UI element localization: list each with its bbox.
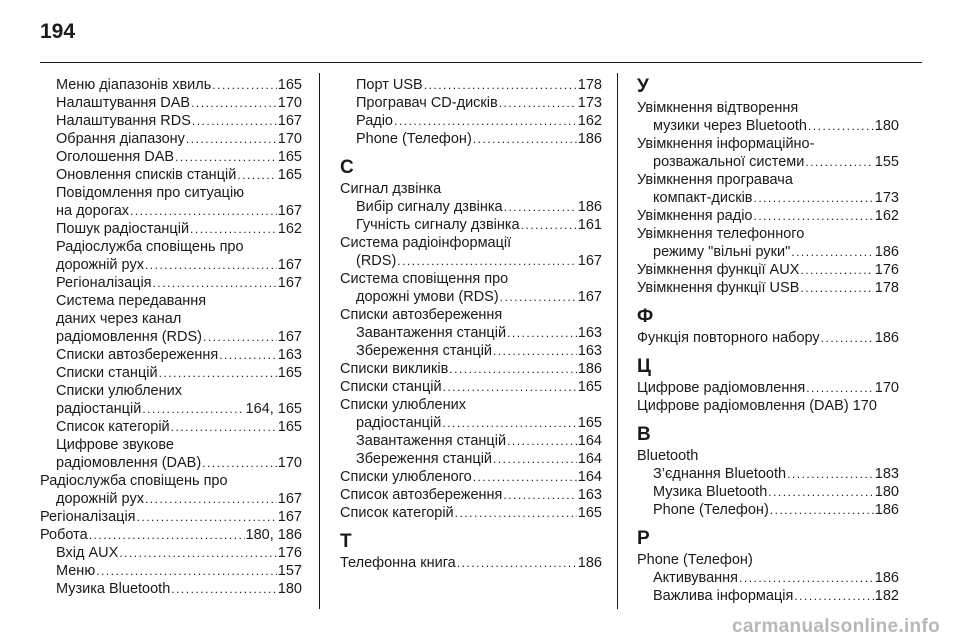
index-entry-term: Порт USB xyxy=(356,77,423,93)
index-entry xyxy=(340,486,602,504)
index-entry xyxy=(40,202,302,220)
page-number: 194 xyxy=(40,20,76,43)
index-entry-term: Налаштування RDS xyxy=(56,113,191,129)
index-entry-page: 170 xyxy=(277,95,302,111)
index-entry xyxy=(637,279,899,297)
index-entry-page: 164 xyxy=(577,469,602,485)
dot-leader xyxy=(186,130,277,148)
index-entry-page: 178 xyxy=(577,77,602,93)
dot-leader xyxy=(507,324,577,342)
index-entry-page: 165 xyxy=(277,419,302,435)
index-entry-page: 155 xyxy=(874,154,899,170)
index-entry-page: 165 xyxy=(277,149,302,165)
dot-leader xyxy=(808,117,874,135)
index-entry-page: 178 xyxy=(874,280,899,296)
index-entry-term: Збереження станцій xyxy=(356,343,493,359)
index-entry-term: Списки станцій xyxy=(56,365,158,381)
index-entry-page: 170 xyxy=(277,131,302,147)
index-entry-page: 186 xyxy=(577,199,602,215)
index-entry-term: Phone (Телефон) xyxy=(653,502,769,518)
index-entry xyxy=(637,153,899,171)
dot-leader xyxy=(449,360,577,378)
index-entry-term: Увімкнення радіо xyxy=(637,208,753,224)
index-entry-term: Увімкнення відтворення xyxy=(637,100,799,116)
index-entry-page: 165 xyxy=(277,365,302,381)
index-entry xyxy=(637,117,899,135)
index-entry-term: Важлива інформація xyxy=(653,588,794,604)
dot-leader xyxy=(787,465,874,483)
index-entry-page: 167 xyxy=(277,329,302,345)
index-entry-page: 176 xyxy=(277,545,302,561)
index-entry-term: Робота xyxy=(40,527,88,543)
index-entry xyxy=(40,166,302,184)
index-entry xyxy=(637,569,899,587)
index-entry-term: Вхід AUX xyxy=(56,545,119,561)
index-entry-page: 164, 165 xyxy=(245,401,302,417)
index-entry-term: (RDS) xyxy=(356,253,397,269)
column-divider-2 xyxy=(617,73,618,609)
dot-leader xyxy=(159,364,277,382)
index-entry-term: Оголошення DAB xyxy=(56,149,175,165)
dot-leader xyxy=(493,450,577,468)
index-entry-term: Phone (Телефон) xyxy=(637,552,753,568)
index-entry-term: Вибір сигналу дзвінка xyxy=(356,199,503,215)
index-entry-page: 167 xyxy=(277,491,302,507)
index-entry xyxy=(340,198,602,216)
dot-leader xyxy=(503,486,576,504)
index-entry-page: 163 xyxy=(277,347,302,363)
index-entry-page: 186 xyxy=(577,555,602,571)
index-entry-page: 173 xyxy=(577,95,602,111)
index-entry xyxy=(637,207,899,225)
index-entry-page: 164 xyxy=(577,433,602,449)
dot-leader xyxy=(212,76,277,94)
dot-leader xyxy=(805,153,873,171)
dot-leader xyxy=(397,252,577,270)
dot-leader xyxy=(794,587,873,605)
index-entry-term: Увімкнення функції AUX xyxy=(637,262,800,278)
dot-leader xyxy=(202,454,277,472)
index-entry xyxy=(40,418,302,436)
index-entry-term: Цифрове радіомовлення (DAB) 170 xyxy=(637,398,877,414)
dot-leader xyxy=(457,554,577,572)
index-column-3 xyxy=(637,76,899,605)
dot-leader xyxy=(443,378,577,396)
dot-leader xyxy=(190,220,277,238)
index-entry xyxy=(340,468,602,486)
index-entry-page: 167 xyxy=(277,113,302,129)
dot-leader xyxy=(145,256,277,274)
index-entry-page: 170 xyxy=(277,455,302,471)
index-entry-term: Активування xyxy=(653,570,739,586)
index-entry xyxy=(340,554,602,572)
index-entry-page: 163 xyxy=(577,487,602,503)
dot-leader xyxy=(500,288,577,306)
index-entry xyxy=(340,252,602,270)
index-entry-term: Радіослужба сповіщень про xyxy=(40,473,228,489)
index-column-2 xyxy=(340,76,602,572)
index-entry-page: 163 xyxy=(577,325,602,341)
index-entry-page: 167 xyxy=(277,203,302,219)
index-entry xyxy=(340,342,602,360)
index-entry xyxy=(340,288,602,306)
index-entry-term: Завантаження станцій xyxy=(356,433,507,449)
index-entry xyxy=(340,216,602,234)
index-entry-term: Телефонна книга xyxy=(340,555,456,571)
dot-leader xyxy=(237,166,276,184)
index-entry-term: Радіослужба сповіщень про xyxy=(56,239,244,255)
index-entry-term: Увімкнення телефонного xyxy=(637,226,805,242)
index-entry-term: Гучність сигналу дзвінка xyxy=(356,217,520,233)
dot-leader xyxy=(455,504,577,522)
index-entry-page: 186 xyxy=(874,502,899,518)
dot-leader xyxy=(800,261,873,279)
index-entry-page: 165 xyxy=(277,77,302,93)
index-entry-term: Списки станцій xyxy=(340,379,442,395)
index-entry-term: розважальної системи xyxy=(653,154,805,170)
index-entry-term: Списки улюблених xyxy=(56,383,182,399)
index-entry-term: Увімкнення програвача xyxy=(637,172,793,188)
index-entry-term: Цифрове радіомовлення xyxy=(637,380,806,396)
header-rule xyxy=(40,62,922,63)
index-entry xyxy=(637,483,899,501)
dot-leader xyxy=(142,400,244,418)
index-letter-heading: P xyxy=(637,528,650,549)
dot-leader xyxy=(504,198,577,216)
index-entry-page: 180 xyxy=(874,118,899,134)
index-entry-page: 162 xyxy=(577,113,602,129)
dot-leader xyxy=(119,544,277,562)
index-entry-page: 176 xyxy=(874,262,899,278)
dot-leader xyxy=(203,328,277,346)
index-entry-page: 165 xyxy=(577,505,602,521)
index-entry xyxy=(340,130,602,148)
index-entry xyxy=(40,364,302,382)
index-letter-heading: Ф xyxy=(637,306,654,327)
index-entry xyxy=(340,450,602,468)
index-entry xyxy=(637,587,899,605)
index-entry-term: Регіоналізація xyxy=(40,509,136,525)
index-entry-term: Повідомлення про ситуацію xyxy=(56,185,245,201)
index-entry-term: радіомовлення (DAB) xyxy=(56,455,202,471)
dot-leader xyxy=(768,483,874,501)
index-entry xyxy=(40,580,302,598)
index-entry-page: 167 xyxy=(277,275,302,291)
dot-leader xyxy=(145,490,277,508)
index-entry-term: Увімкнення функції USB xyxy=(637,280,800,296)
index-entry-page: 162 xyxy=(277,221,302,237)
index-entry-term: дорожній рух xyxy=(56,491,144,507)
dot-leader xyxy=(171,418,277,436)
index-entry-term: Списки улюбленого xyxy=(340,469,472,485)
index-entry-page: 186 xyxy=(874,330,899,346)
index-letter-heading: Т xyxy=(340,531,352,552)
index-entry xyxy=(40,130,302,148)
index-entry xyxy=(40,544,302,562)
index-entry xyxy=(340,378,602,396)
dot-leader xyxy=(442,414,576,432)
index-entry-page: 173 xyxy=(874,190,899,206)
index-entry-page: 183 xyxy=(874,466,899,482)
dot-leader xyxy=(153,274,277,292)
index-entry xyxy=(637,465,899,483)
index-entry-term: на дорогах xyxy=(56,203,130,219)
index-entry-term: Функція повторного набору xyxy=(637,330,820,346)
dot-leader xyxy=(191,94,277,112)
dot-leader xyxy=(800,279,873,297)
index-entry-term: Радіо xyxy=(356,113,394,129)
index-entry-term: радіостанцій xyxy=(56,401,142,417)
index-entry xyxy=(40,256,302,274)
index-entry-term: Список категорій xyxy=(56,419,170,435)
dot-leader xyxy=(791,243,874,261)
index-entry-term: Меню xyxy=(56,563,96,579)
dot-leader xyxy=(806,379,874,397)
dot-leader xyxy=(770,501,874,519)
index-entry xyxy=(40,112,302,130)
dot-leader xyxy=(137,508,277,526)
index-entry xyxy=(637,379,899,397)
index-entry-term: Збереження станцій xyxy=(356,451,493,467)
index-entry xyxy=(40,328,302,346)
index-entry xyxy=(40,76,302,94)
index-entry-term: Регіоналізація xyxy=(56,275,152,291)
index-entry-term: радіостанцій xyxy=(356,415,442,431)
index-entry xyxy=(340,324,602,342)
index-entry-page: 170 xyxy=(874,380,899,396)
dot-leader xyxy=(739,569,874,587)
index-entry xyxy=(340,360,602,378)
index-entry xyxy=(40,220,302,238)
index-entry-term: Система радіоінформації xyxy=(340,235,512,251)
index-entry xyxy=(40,148,302,166)
dot-leader xyxy=(821,329,874,347)
index-entry xyxy=(340,94,602,112)
dot-leader xyxy=(493,342,577,360)
index-letter-heading: B xyxy=(637,424,651,445)
index-entry xyxy=(637,329,899,347)
index-entry xyxy=(340,112,602,130)
dot-leader xyxy=(754,189,874,207)
index-entry-term: Пошук радіостанцій xyxy=(56,221,190,237)
index-column-1 xyxy=(40,76,302,598)
index-entry-term: радіомовлення (RDS) xyxy=(56,329,202,345)
index-entry-page: 167 xyxy=(577,289,602,305)
index-entry-page: 186 xyxy=(577,361,602,377)
index-entry-page: 180, 186 xyxy=(245,527,302,543)
index-entry-term: Цифрове звукове xyxy=(56,437,174,453)
index-entry-term: Завантаження станцій xyxy=(356,325,507,341)
index-entry-term: режиму "вільні руки" xyxy=(653,244,791,260)
column-divider-1 xyxy=(319,73,320,609)
index-entry-page: 180 xyxy=(874,484,899,500)
index-entry-term: Система передавання xyxy=(56,293,207,309)
index-entry-page: 157 xyxy=(277,563,302,579)
index-entry-term: З’єднання Bluetooth xyxy=(653,466,787,482)
dot-leader xyxy=(130,202,277,220)
index-entry-term: музики через Bluetooth xyxy=(653,118,807,134)
index-entry-term: Список автозбереження xyxy=(340,487,503,503)
dot-leader xyxy=(219,346,277,364)
index-entry xyxy=(40,526,302,544)
index-entry xyxy=(40,490,302,508)
dot-leader xyxy=(521,216,577,234)
index-entry-page: 167 xyxy=(577,253,602,269)
dot-leader xyxy=(89,526,245,544)
index-entry xyxy=(637,261,899,279)
index-entry-term: Музика Bluetooth xyxy=(653,484,768,500)
index-entry-page: 180 xyxy=(277,581,302,597)
index-entry-page: 165 xyxy=(577,415,602,431)
index-entry-term: Списки автозбереження xyxy=(56,347,219,363)
dot-leader xyxy=(499,94,577,112)
index-entry xyxy=(40,346,302,364)
index-entry-term: компакт-дисків xyxy=(653,190,753,206)
index-entry xyxy=(340,504,602,522)
index-letter-heading: У xyxy=(637,76,649,97)
dot-leader xyxy=(96,562,277,580)
index-entry-page: 186 xyxy=(577,131,602,147)
index-entry-term: Музика Bluetooth xyxy=(56,581,171,597)
index-entry xyxy=(40,508,302,526)
dot-leader xyxy=(473,130,577,148)
watermark: carmanualsonline.info xyxy=(732,616,940,637)
dot-leader xyxy=(175,148,277,166)
index-entry-page: 164 xyxy=(577,451,602,467)
index-entry-term: Обрання діапазону xyxy=(56,131,185,147)
index-entry-page: 186 xyxy=(874,570,899,586)
index-entry-term: Сигнал дзвінка xyxy=(340,181,442,197)
index-entry-term: Списки улюблених xyxy=(340,397,466,413)
index-entry xyxy=(40,274,302,292)
index-entry-page: 165 xyxy=(577,379,602,395)
index-entry xyxy=(40,94,302,112)
dot-leader xyxy=(473,468,577,486)
index-entry-term: Списки автозбереження xyxy=(340,307,503,323)
index-entry-page: 186 xyxy=(874,244,899,260)
index-entry-term: Phone (Телефон) xyxy=(356,131,472,147)
index-entry-term: Список категорій xyxy=(340,505,454,521)
index-letter-heading: Ц xyxy=(637,356,651,377)
dot-leader xyxy=(424,76,577,94)
index-entry-term: Оновлення списків станцій xyxy=(56,167,237,183)
index-entry-term: Налаштування DAB xyxy=(56,95,191,111)
index-entry-term: дорожній рух xyxy=(56,257,144,273)
index-entry-page: 167 xyxy=(277,257,302,273)
index-entry-page: 167 xyxy=(277,509,302,525)
index-entry-page: 161 xyxy=(577,217,602,233)
dot-leader xyxy=(171,580,277,598)
dot-leader xyxy=(753,207,873,225)
index-entry-term: даних через канал xyxy=(56,311,182,327)
dot-leader xyxy=(507,432,577,450)
index-entry-page: 162 xyxy=(874,208,899,224)
index-entry xyxy=(340,76,602,94)
index-entry-page: 165 xyxy=(277,167,302,183)
index-entry-page: 163 xyxy=(577,343,602,359)
index-entry xyxy=(40,400,302,418)
index-entry-term: Програвач CD-дисків xyxy=(356,95,498,111)
index-entry-term: Списки викликів xyxy=(340,361,449,377)
index-entry xyxy=(637,501,899,519)
index-entry-page: 182 xyxy=(874,588,899,604)
index-entry xyxy=(340,414,602,432)
index-entry-term: Меню діапазонів хвиль xyxy=(56,77,212,93)
index-entry-term: дорожні умови (RDS) xyxy=(356,289,499,305)
index-entry xyxy=(40,454,302,472)
dot-leader xyxy=(394,112,577,130)
dot-leader xyxy=(192,112,277,130)
index-entry xyxy=(637,243,899,261)
index-entry xyxy=(340,432,602,450)
index-entry-term: Система сповіщення про xyxy=(340,271,509,287)
index-letter-heading: С xyxy=(340,157,354,178)
index-entry xyxy=(40,562,302,580)
index-entry-term: Увімкнення інформаційно- xyxy=(637,136,815,152)
index-entry xyxy=(637,189,899,207)
index-entry-term: Bluetooth xyxy=(637,448,699,464)
